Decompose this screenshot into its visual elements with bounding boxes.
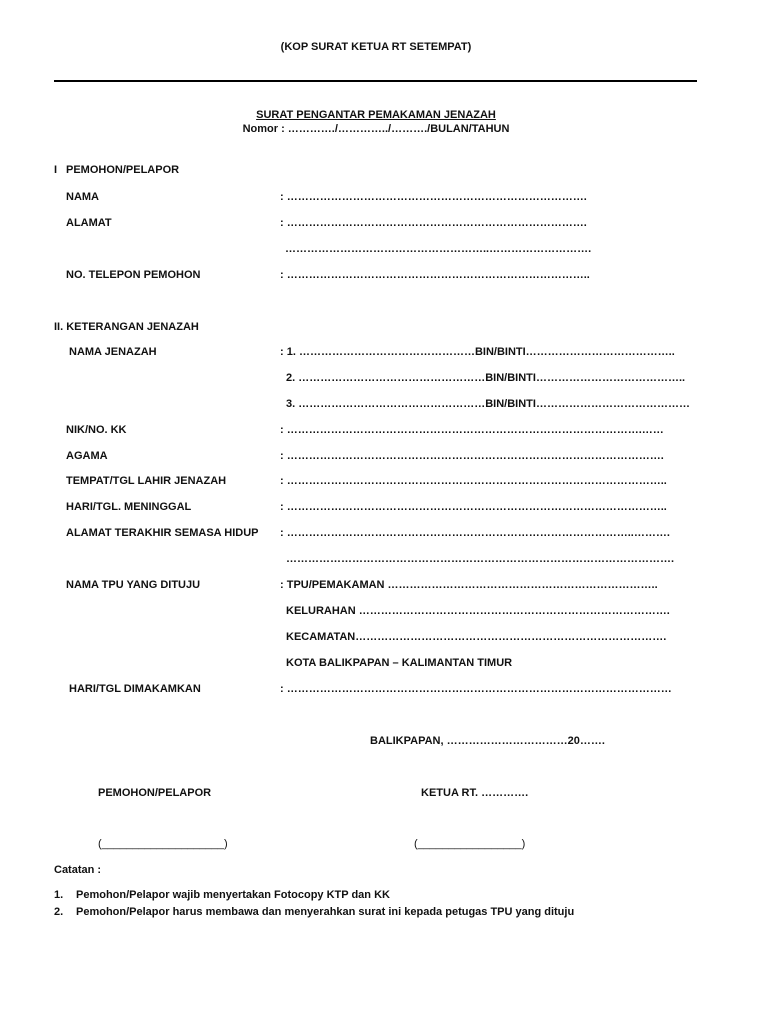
dimakamkan-field: : …………………………………………………………………………………………… <box>280 683 672 695</box>
pemohon-alamat-label: ALAMAT <box>66 217 112 229</box>
dimakamkan-label: HARI/TGL DIMAKAMKAN <box>69 683 201 695</box>
jenazah-alamat-field-line2: ……………………………………………………………………………………………. <box>286 553 675 565</box>
pemohon-telepon-label: NO. TELEPON PEMOHON <box>66 269 201 281</box>
jenazah-nama-field-2: 2. ……………………………………………BIN/BINTI………………………………….. <box>286 372 686 384</box>
pemohon-nama-field: : ………………………………………………………………………. <box>280 191 587 203</box>
jenazah-nama-field-1: : 1. …………………………………………BIN/BINTI………………………………….. <box>280 346 675 358</box>
section2-heading: II. KETERANGAN JENAZAH <box>54 321 199 333</box>
jenazah-ttl-label: TEMPAT/TGL LAHIR JENAZAH <box>66 475 227 487</box>
notes-heading: Catatan : <box>54 864 102 876</box>
tpu-field: : TPU/PEMAKAMAN ……………………………………………………………….. <box>280 579 658 591</box>
jenazah-agama-field: : …………………………………………………………………………………………. <box>280 450 664 462</box>
pemohon-nama-label: NAMA <box>66 191 99 203</box>
tpu-kota-text: KOTA BALIKPAPAN – KALIMANTAN TIMUR <box>286 657 513 669</box>
jenazah-nik-label: NIK/NO. KK <box>66 424 127 436</box>
document-number: Nomor : …………./…………../………./BULAN/TAHUN <box>242 123 510 135</box>
jenazah-alamat-label: ALAMAT TERAKHIR SEMASA HIDUP <box>66 527 259 539</box>
ketua-rt-signature-label: KETUA RT. …………. <box>421 787 529 799</box>
jenazah-ttl-field: : ………………………………………………………………………………………….. <box>280 475 667 487</box>
tpu-kelurahan-field: KELURAHAN …………………………………………………………………………. <box>286 605 670 617</box>
jenazah-agama-label: AGAMA <box>66 450 108 462</box>
note-text-1: Pemohon/Pelapor wajib menyertakan Fotocopy KTP dan KK <box>76 889 390 901</box>
jenazah-nama-field-3: 3. ……………………………………………BIN/BINTI…………………………………… <box>286 398 690 410</box>
ketua-rt-signature-line: (_________________) <box>414 838 526 850</box>
pemohon-alamat-field-line2: ………………………………………………..………………………. <box>285 243 592 255</box>
section1-number: I <box>54 164 58 176</box>
tpu-kecamatan-field: KECAMATAN…………………………………………………………………………. <box>286 631 667 643</box>
header-divider <box>54 80 697 82</box>
tpu-label: NAMA TPU YANG DITUJU <box>66 579 201 591</box>
note-text-2: Pemohon/Pelapor harus membawa dan menyerahkan surat ini kepada petugas TPU yang dituju <box>76 906 575 918</box>
note-number-2: 2. <box>54 906 64 918</box>
jenazah-meninggal-field: : ………………………………………………………………………………………….. <box>280 501 667 513</box>
document-title: SURAT PENGANTAR PEMAKAMAN JENAZAH <box>256 109 496 121</box>
note-number-1: 1. <box>54 889 64 901</box>
jenazah-nik-field: : …………………………………………………………………………………….…… <box>280 424 664 436</box>
jenazah-meninggal-label: HARI/TGL. MENINGGAL <box>66 501 192 513</box>
section1-heading: PEMOHON/PELAPOR <box>66 164 180 176</box>
pemohon-alamat-field: : ………………………………………………………………………. <box>280 217 587 229</box>
jenazah-nama-label: NAMA JENAZAH <box>69 346 157 358</box>
place-date: BALIKPAPAN, ……………………………20……. <box>370 735 605 747</box>
pemohon-telepon-field: : ……………………………………………………………………….. <box>280 269 590 281</box>
letterhead-placeholder: (KOP SURAT KETUA RT SETEMPAT) <box>280 41 472 53</box>
pemohon-signature-label: PEMOHON/PELAPOR <box>98 787 212 799</box>
pemohon-signature-line: (____________________) <box>98 838 228 850</box>
jenazah-alamat-field: : …………………………………………………………………………………..………. <box>280 527 670 539</box>
